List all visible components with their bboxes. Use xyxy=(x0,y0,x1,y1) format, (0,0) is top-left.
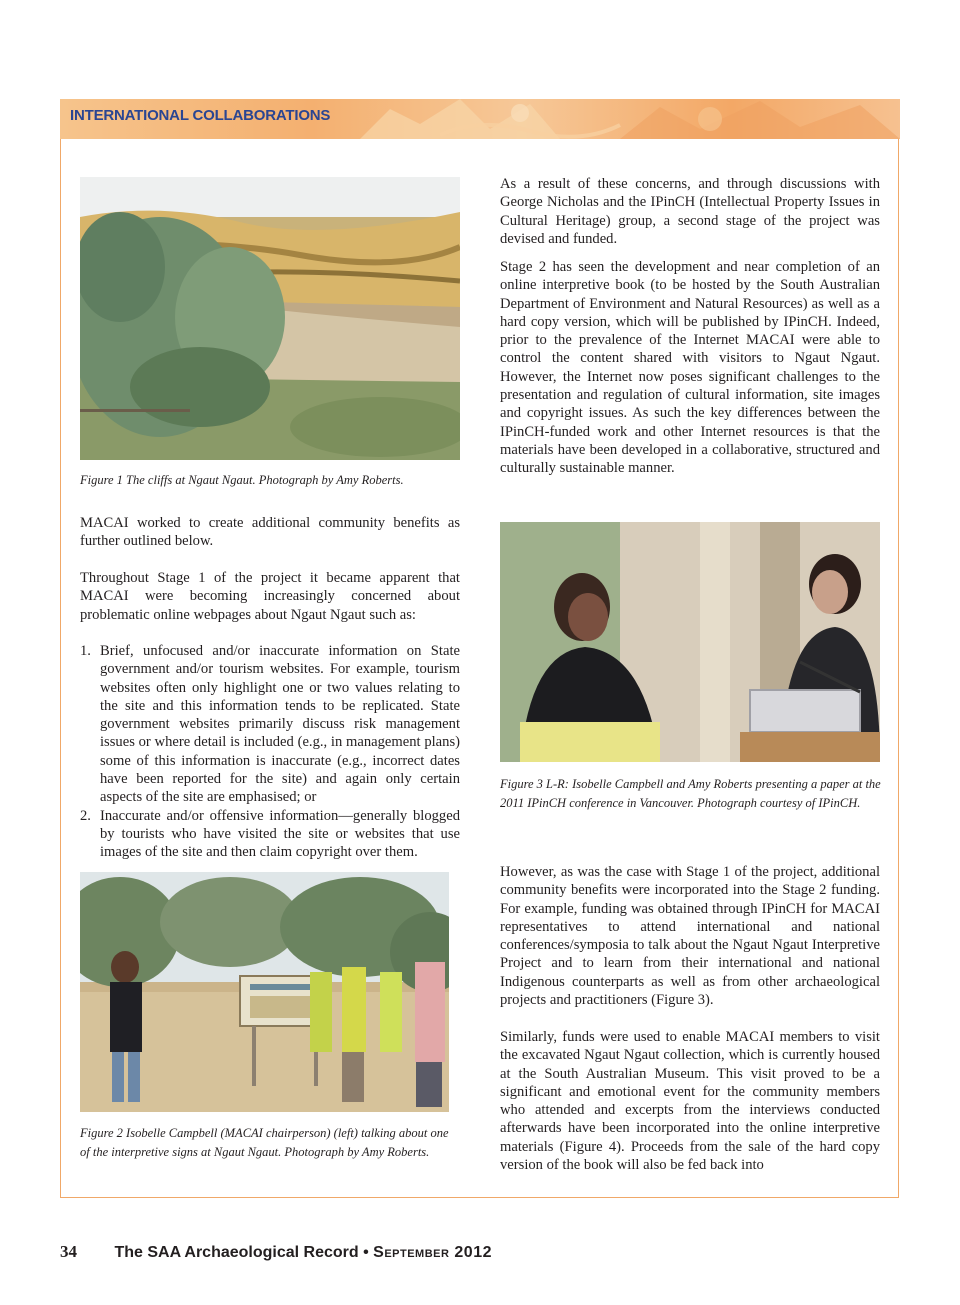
figure-2-photo xyxy=(80,872,449,1112)
page-footer xyxy=(60,1242,492,1262)
figure-2-caption: Figure 2 Isobelle Campbell (MACAI chairperson) (left) talking about one of the interpretive signs at Ngaut Ngaut. Photograph by Amy Roberts. xyxy=(80,1126,449,1159)
right-paragraph-4: Similarly, funds were used to enable MACAI members to visit the excavated Ngaut Ngaut collection, which is currently housed at the South Australian Museum. This visit proved to be a significant and emotional event for the community members who attended and excerpts from the interviews conducted afterwards have been incorporated into the online interpretive materials (Figure 4). Proceeds from the sale of the hard copy version of the book will also be fed back into xyxy=(500,1029,880,1174)
page-number: 34 xyxy=(60,1242,77,1261)
left-paragraph-2: Throughout Stage 1 of the project it became apparent that MACAI were becoming increasingly concerned about problematic online webpages about Ngaut Ngaut such as: xyxy=(80,570,460,623)
issue-date: September 2012 xyxy=(373,1244,492,1261)
list-item xyxy=(80,642,460,807)
left-paragraph-1: MACAI worked to create additional community benefits as further outlined below. xyxy=(80,515,460,550)
concerns-list xyxy=(80,642,460,862)
list-item-number: 1. xyxy=(80,643,91,659)
list-item-number: 2. xyxy=(80,807,91,824)
right-paragraph-2: Stage 2 has seen the development and near completion of an online interpretive book (to be hosted by the South Australian Department of Environment and Natural Resources) as well as a hard copy version, which will be published by IPinCH. Indeed, prior to the prevalence of the Internet MACAI were able to control the content shared with visitors to Ngaut Ngaut. However, the Internet now poses significant challenges to the presentation and regulation of cultural information, site images and copyright issues. As such the key differences between the IPinCH-funded work and other Internet resources is that the materials have been developed in a collaborative, structured and culturally sustainable manner. xyxy=(500,259,880,477)
list-item-text: Brief, unfocused and/or inaccurate information on State government and/or tourism websites. For example, tourism websites often only highlight one or two values relating to the site and this information tends to be replicated. State government websites primarily discuss risk management issues or where detail is included (e.g., in management plans) some of this information is inaccurate (e.g., incorrect dates have been reported for the site) and again only certain aspects of the site are emphasised; or xyxy=(100,643,460,806)
figure-3-caption: Figure 3 L-R: Isobelle Campbell and Amy Roberts presenting a paper at the 2011 IPinCH conference in Vancouver. Photograph courtesy of IPinCH. xyxy=(500,777,881,810)
list-item xyxy=(80,807,460,862)
section-banner xyxy=(60,99,900,139)
right-paragraph-3: However, as was the case with Stage 1 of the project, additional community benefits were incorporated into the Stage 2 funding. For example, funding was obtained through IPinCH for MACAI representatives to attend international and national conferences/symposia to talk about the Ngaut Ngaut Interpretive Project and to learn from their international and national Indigenous counterparts as well as from other archaeological projects and practitioners (Figure 3). xyxy=(500,864,880,1009)
list-item-text: Inaccurate and/or offensive information—generally blogged by tourists who have visited the site or websites that use images of the site and then claim copyright over them. xyxy=(100,807,460,861)
right-paragraph-1: As a result of these concerns, and through discussions with George Nicholas and the IPinCH (Intellectual Property Issues in Cultural Heritage) group, a second stage of the project was devised and funded. xyxy=(500,176,880,247)
figure-3-photo xyxy=(500,522,880,762)
figure-1-caption: Figure 1 The cliffs at Ngaut Ngaut. Photograph by Amy Roberts. xyxy=(80,473,404,487)
figure-1-photo xyxy=(80,177,460,460)
journal-title: The SAA Archaeological Record • xyxy=(114,1244,369,1261)
section-title: INTERNATIONAL COLLABORATIONS xyxy=(70,107,331,124)
